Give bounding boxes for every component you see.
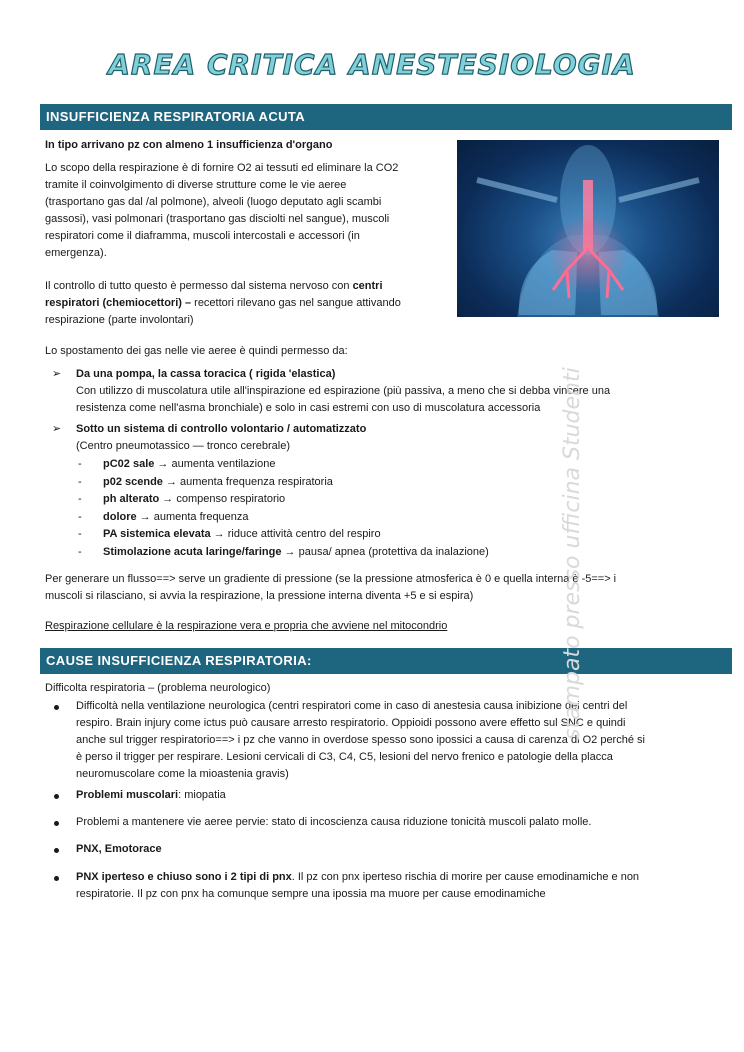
- bullet-dot: [54, 876, 59, 881]
- subitem: [103, 509, 249, 526]
- subitem-text: → riduce attività centro del respiro: [210, 528, 381, 540]
- bullet3: Problemi a mantenere vie aeree pervie: stato di incoscienza causa riduzione tonicità muscoli palato molle.: [76, 816, 592, 828]
- subitem: [103, 491, 285, 508]
- bullet5-bold: PNX iperteso e chiuso sono i 2 tipi di pnx: [76, 871, 292, 883]
- section2-intro: Difficolta respiratoria – (problema neurologico): [45, 682, 271, 694]
- para1-line: gassosi), vasi polmonari (trasportano gas disciolti nel sangue), muscoli: [45, 213, 390, 225]
- para2-bold: respiratori (chemiocettori) –: [45, 297, 195, 309]
- section-header-insufficienza: INSUFFICIENZA RESPIRATORIA ACUTA: [40, 104, 732, 130]
- subitem-bold: PA sistemica elevata: [103, 528, 211, 540]
- subitem-text: → aumenta frequenza respiratoria: [162, 476, 333, 488]
- para5-underlined: Respirazione cellulare è la respirazione vera e propria che avviene nel mitocondrio: [45, 620, 448, 632]
- bullet5-text: . Il pz con pnx iperteso rischia di morire per cause emodinamiche e non: [291, 871, 640, 883]
- para2-line3: respirazione (parte involontari): [45, 314, 194, 326]
- subitem-bold: dolore: [103, 511, 137, 523]
- subitem: [103, 526, 381, 543]
- subitem-text: → pausa/ apnea (protettiva da inalazione): [281, 546, 489, 558]
- subitem-bold: Stimolazione acuta laringe/faringe: [103, 546, 282, 558]
- bullet5-line2: respiratorie. Il pz con pnx ha comunque sempre una ipossia ma muore per cause emodinamiche: [76, 888, 546, 900]
- dash-bullet: -: [78, 476, 82, 488]
- subitem: [103, 456, 275, 473]
- arrow-bullet-icon: ➢: [52, 423, 62, 435]
- bullet1-line: è perso il trigger per respirare. Lesioni cervicali di C3, C4, C5, lesioni del nervo frenico e patologie della placca: [76, 751, 613, 763]
- bullet1-line: neuromuscolare come la mioastenia gravis): [76, 768, 289, 780]
- subitem-text: → aumenta frequenza: [136, 511, 249, 523]
- item1-title: Da una pompa, la cassa toracica ( rigida 'elastica): [76, 368, 336, 380]
- arrow-bullet-icon: ➢: [52, 368, 62, 380]
- para1-line: tramite il coinvolgimento di diverse strutture come le vie aeree: [45, 179, 347, 191]
- subitem: [103, 544, 489, 561]
- para2-line1: [45, 278, 383, 295]
- intro-bold: In tipo arrivano pz con almeno 1 insufficienza d'organo: [45, 139, 333, 151]
- subitem-text: → aumenta ventilazione: [154, 458, 276, 470]
- dash-bullet: -: [78, 458, 82, 470]
- item2-title: Sotto un sistema di controllo volontario / automatizzato: [76, 423, 367, 435]
- bullet2: [76, 787, 226, 804]
- subitem-text: → compenso respiratorio: [159, 493, 286, 505]
- para4-line: muscoli si rilasciano, si avvia la respirazione, la pressione interna diventa +5 e si espira): [45, 590, 474, 602]
- item1-line: Con utilizzo di muscolatura utile all'inspirazione ed espirazione (più passiva, a meno che si debba vincere una: [76, 385, 611, 397]
- dash-bullet: -: [78, 493, 82, 505]
- para3: Lo spostamento dei gas nelle vie aeree è quindi permesso da:: [45, 345, 348, 357]
- para2-line2: [45, 295, 401, 312]
- item1-line: resistenza come nell'asma bronchiale) e solo in casi estremi con uso di muscolatura accessoria: [76, 402, 541, 414]
- subitem-bold: pC02 sale: [103, 458, 155, 470]
- item2-sub: (Centro pneumotassico — tronco cerebrale): [76, 440, 290, 452]
- bullet-dot: [54, 821, 59, 826]
- bullet1-line: respiro. Brain injury come ictus può causare arresto respiratorio. Oppioidi possono avere effetto sul SNC e quindi: [76, 717, 626, 729]
- para1-line: respiratori come il diaframma, muscoli intercostali e accessori (in: [45, 230, 360, 242]
- bullet-dot: [54, 705, 59, 710]
- dash-bullet: -: [78, 511, 82, 523]
- bullet-dot: [54, 794, 59, 799]
- bullet1-line: Difficoltà nella ventilazione neurologica (centri respiratori come in caso di anestesia causa inibizione dei centri del: [76, 700, 628, 712]
- page-title: AREA CRITICA ANESTESIOLOGIA: [108, 48, 636, 81]
- lungs-illustration: [457, 140, 719, 317]
- bullet5: [76, 869, 639, 886]
- para1-line: (trasportano gas dal /al polmone), alveoli (luogo deputato agli scambi: [45, 196, 382, 208]
- para4-line: Per generare un flusso==> serve un gradiente di pressione (se la pressione atmosferica è 0 e quella interna è -5==> i: [45, 573, 617, 585]
- bullet2-text: : miopatia: [178, 789, 226, 801]
- para2-bold: centri: [352, 280, 383, 292]
- subitem: [103, 474, 333, 491]
- bullet4: PNX, Emotorace: [76, 843, 162, 855]
- para2-text: Il controllo di tutto questo è permesso dal sistema nervoso con: [45, 280, 353, 292]
- bullet-dot: [54, 848, 59, 853]
- subitem-bold: p02 scende: [103, 476, 163, 488]
- watermark: stampato presso ufficina Studenti: [560, 367, 585, 740]
- dash-bullet: -: [78, 546, 82, 558]
- subitem-bold: ph alterato: [103, 493, 160, 505]
- section-header-cause: CAUSE INSUFFICIENZA RESPIRATORIA:: [40, 648, 732, 674]
- bullet1-line: anche sul trigger respiratorio==> i pz che vanno in overdose spesso sono ipossici a causa di carenza di O2 perché si: [76, 734, 645, 746]
- para2-text: recettori rilevano gas nel sangue attivando: [194, 297, 401, 309]
- para1-line: emergenza).: [45, 247, 107, 259]
- dash-bullet: -: [78, 528, 82, 540]
- bullet2-bold: Problemi muscolari: [76, 789, 179, 801]
- para1-line: Lo scopo della respirazione è di fornire O2 ai tessuti ed eliminare la CO2: [45, 162, 399, 174]
